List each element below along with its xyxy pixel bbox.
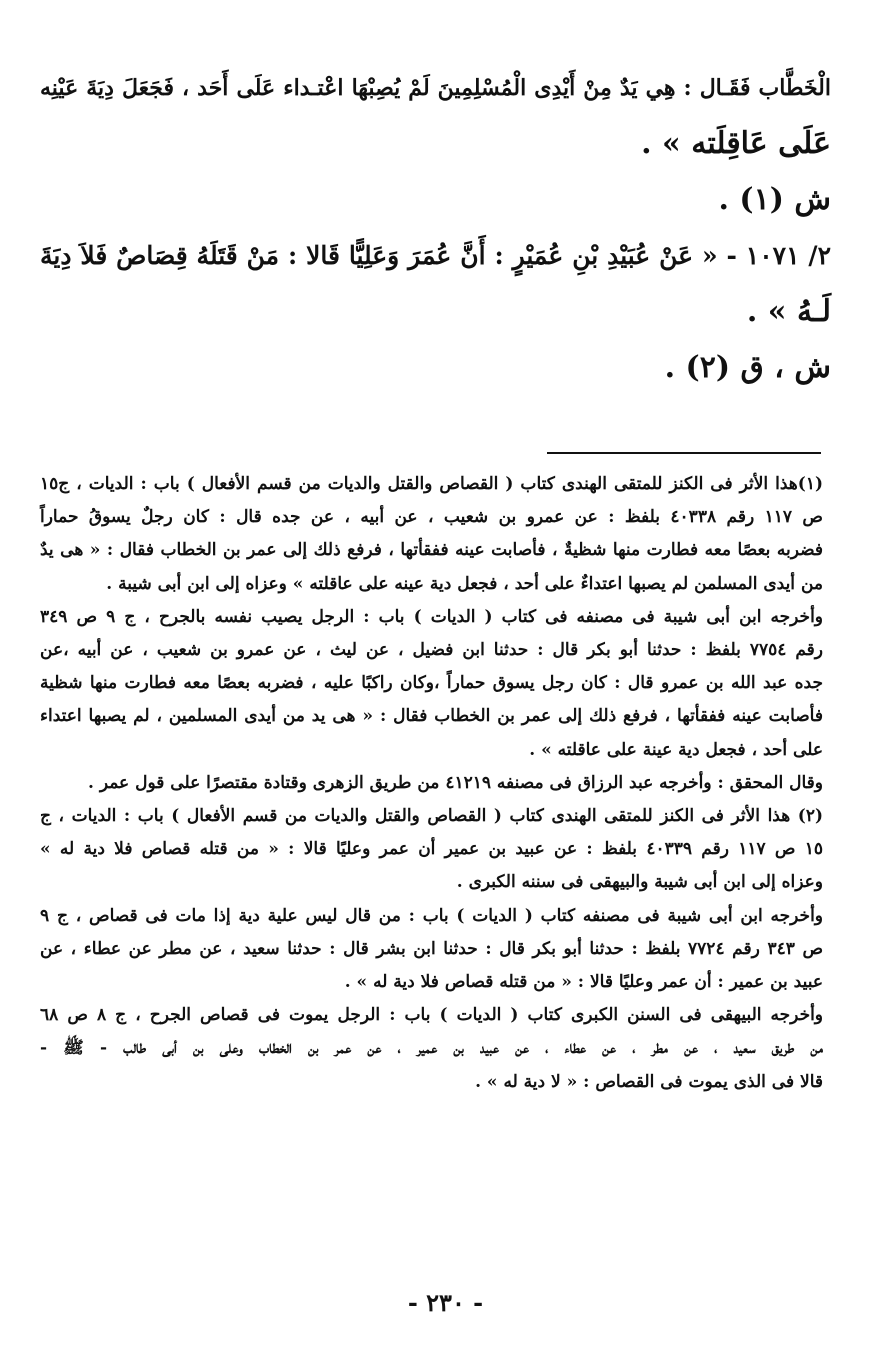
footnotes	[40, 468, 823, 1099]
hadith-line: ٢/ ١٠٧١ - « عَنْ عُبَيْدِ بْنِ عُمَيْرٍ : أَنَّ عُمَرَ وَعَلِيًّا قَالا : مَنْ قَتَلَهُ قِصَاصٌ فَلاَ دِيَةَ	[40, 241, 831, 270]
main-text	[40, 60, 831, 396]
footnote-line: وأخرجه البيهقى فى السنن الكبرى كتاب ( الديات ) باب : الرجل يموت فى قصاص الجرح ، ج ٨ ص ٦٨	[40, 1005, 824, 1026]
footnote-line: (٢) هذا الأثر فى الكنز للمتقى الهندى كتاب ( القصاص والقتل والديات من قسم الأفعال ) باب : الديات ، ج	[40, 806, 823, 827]
footnote-line: وأخرجه ابن أبى شيبة فى مصنفه فى كتاب ( الديات ) باب : الرجل يصيب نفسه بالجرح ، ج ٩ ص ٣٤٩	[40, 606, 823, 627]
main-line: الْخَطَّاب فَقَـال : هِي يَدٌ مِنْ أَيْدِى الْمُسْلِمِينَ لَمْ يُصِبْهَا اعْتـداء عَلَى أَحَد ، فَجَعَلَ دِيَةَ عَيْنِه	[40, 75, 831, 101]
footnote-line: وأخرجه ابن أبى شيبة فى مصنفه كتاب ( الديات ) باب : من قال ليس علية دية إذا مات فى قصاص ، ج ٩	[40, 905, 823, 926]
footnote-line: وعزاه إلى ابن أبى شيبة والبيهقى فى سننه الكبرى .	[456, 872, 823, 893]
footnote-separator	[547, 452, 821, 454]
footnote-line: عبيد بن عمير : أن عمر وعليًا قالا : « من قتله قصاص فلا دية له » .	[344, 972, 823, 993]
footnote-line: فضربه بعصًا معه فطارت منها شظيةٌ ، فأصابت عينه ففقأتها ، فرفع ذلك إلى عمر بن الخطاب فقال : « هى يدٌ	[40, 540, 823, 561]
source-reference: ش (١) .	[718, 182, 831, 217]
footnote-line: (١)هذا الأثر فى الكنز للمتقى الهندى كتاب ( القصاص والقتل والديات من قسم الأفعال ) باب : الديات ، ج١٥	[40, 474, 823, 494]
footnote-line: قالا فى الذى يموت فى القصاص : « لا دية له » .	[475, 1071, 823, 1092]
footnote-line: من طريق سعيد ، عن مطر ، عن عطاء ، عن عبيد بن عمير ، عن عمر بن الخطاب وعلى بن أبى طالب - ﷺ -	[40, 1038, 823, 1059]
footnote-line: من أيدى المسلمن لم يصبها اعتداءٌ على أحد ، فجعل دية عينه على عاقلته » وعزاه إلى ابن أبى شيبة .	[106, 573, 823, 594]
main-line: لَـهُ » .	[746, 294, 831, 329]
page-number: - ٢٣٠ -	[407, 1288, 484, 1317]
source-reference: ش ، ق (٢) .	[664, 350, 831, 385]
footnote-line: رقم ٧٧٥٤ بلفظ : حدثنا أبو بكر قال : حدثنا ابن فضيل ، عن ليث ، عن عمرو بن شعيب ، عن أبيه ،عن	[40, 640, 823, 661]
footnote-line: فأصابت عينه ففقأتها ، فرفع ذلك إلى عمر بن الخطاب فقال : « هى يد من أيدى المسلمين ، لم يصبها اعتداء	[40, 706, 823, 727]
footnote-line: ص ١١٧ رقم ٤٠٣٣٨ بلفظ : عن عمرو بن شعيب ، عن أبيه ، عن جده قال : كان رجلٌ يسوقُ حماراً	[40, 507, 823, 528]
footnote-line: وقال المحقق : وأخرجه عبد الرزاق فى مصنفه ٤١٢١٩ من طريق الزهرى وقتادة مقتصرًا على قول عمر .	[87, 772, 823, 793]
footnote-line: جده عبد الله بن عمرو قال : كان رجل يسوق حماراً ،وكان راكبًا عليه ، فضربه بعصًا معه فطارت منها شظية	[40, 673, 823, 694]
footnote-line: ص ٣٤٣ رقم ٧٧٢٤ بلفظ : حدثنا أبو بكر قال : حدثنا ابن بشر قال : حدثنا سعيد ، عن مطر عن عطاء ، عن	[40, 938, 823, 959]
main-line: عَلَى عَاقِلَته » .	[641, 126, 831, 161]
footnote-line: ١٥ ص ١١٧ رقم ٤٠٣٣٩ بلفظ : عن عبيد بن عمير أن عمر وعليًا قالا : « من قتله قصاص فلا دية له »	[40, 839, 823, 860]
footnote-line: على أحد ، فجعل دية عينة على عاقلته » .	[529, 739, 823, 760]
